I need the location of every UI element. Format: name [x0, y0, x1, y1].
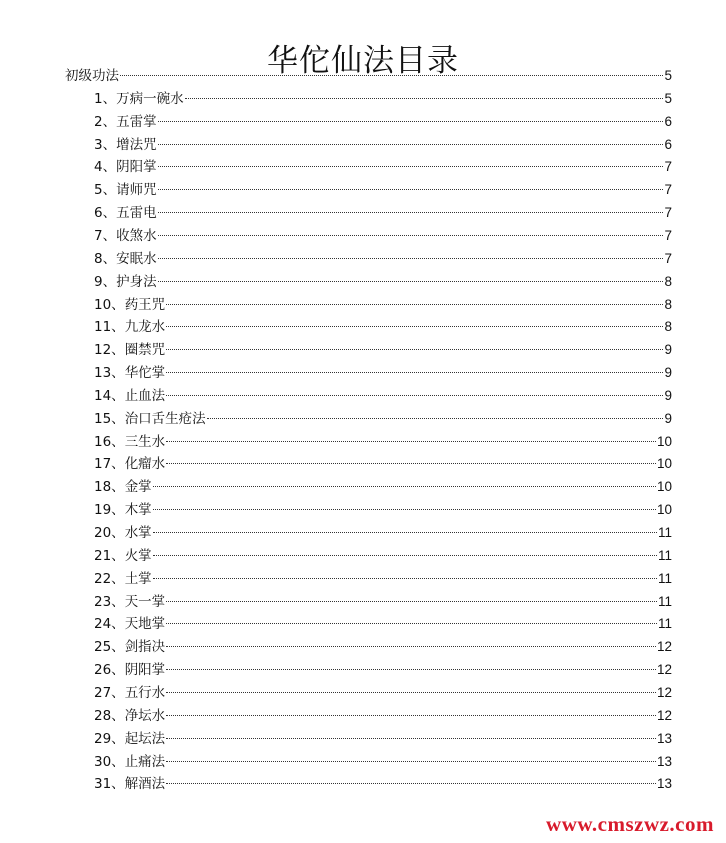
toc-entry[interactable]	[94, 682, 672, 704]
toc-entry-number: 17、	[94, 456, 125, 472]
toc-entry-page: 8	[664, 274, 672, 289]
toc-entry[interactable]	[94, 156, 672, 178]
toc-dot-leader	[153, 532, 657, 533]
toc-entry-number: 10、	[94, 297, 125, 313]
toc-entry[interactable]	[94, 248, 672, 270]
site-watermark: www.cmszwz.com	[546, 812, 714, 836]
toc-entry[interactable]	[94, 408, 672, 430]
toc-entry-page: 13	[656, 754, 672, 769]
toc-entry-label: 火掌	[124, 548, 152, 564]
toc-entry[interactable]	[94, 568, 672, 590]
toc-entry-page: 13	[656, 731, 672, 746]
toc-entry[interactable]	[94, 294, 672, 316]
toc-entry-page: 13	[656, 776, 672, 791]
toc-entry-label: 五雷电	[116, 205, 157, 221]
toc-entry[interactable]	[94, 225, 672, 247]
toc-dot-leader	[153, 486, 656, 487]
toc-entry-number: 5、	[94, 182, 117, 198]
page-title: 华佗仙法目录	[267, 42, 459, 79]
toc-entry-number: 21、	[94, 548, 125, 564]
toc-entry-number: 26、	[94, 662, 125, 678]
toc-dot-leader	[158, 166, 664, 167]
toc-dot-leader	[166, 463, 656, 464]
toc-entry-page: 7	[664, 205, 672, 220]
toc-entry[interactable]	[94, 476, 672, 498]
toc-entry-label: 安眠水	[116, 251, 157, 267]
toc-entry-number: 7、	[94, 228, 117, 244]
toc-dot-leader	[166, 372, 663, 373]
toc-dot-leader	[166, 395, 663, 396]
toc-entry-number: 31、	[94, 776, 125, 792]
toc-entry[interactable]	[94, 111, 672, 133]
toc-entry-number: 12、	[94, 342, 125, 358]
toc-entry[interactable]	[94, 385, 672, 407]
toc-entry[interactable]	[94, 316, 672, 338]
toc-entry-page: 11	[657, 548, 672, 563]
toc-entry-page: 7	[664, 228, 672, 243]
toc-entry-label: 起坛法	[124, 731, 166, 747]
toc-entry-number: 4、	[94, 159, 117, 175]
toc-entry[interactable]	[94, 453, 672, 475]
toc-entry[interactable]	[94, 339, 672, 361]
toc-entry[interactable]	[94, 431, 672, 453]
toc-entry-number: 3、	[94, 137, 117, 153]
toc-dot-leader	[166, 783, 656, 784]
toc-entry-page: 12	[656, 662, 672, 677]
toc-entry-number: 2、	[94, 114, 117, 130]
toc-entry-number: 23、	[94, 594, 125, 610]
toc-entry-number: 9、	[94, 274, 117, 290]
toc-entry-label: 阴阳掌	[116, 159, 157, 175]
toc-entry-label: 天地掌	[124, 616, 166, 632]
toc-entry-number: 14、	[94, 388, 125, 404]
toc-entry[interactable]	[94, 613, 672, 635]
toc-entry-label: 木掌	[124, 502, 152, 518]
toc-entry-page: 8	[664, 319, 672, 334]
toc-entry-label: 药王咒	[124, 297, 166, 313]
toc-entry-label: 五雷掌	[116, 114, 157, 130]
toc-entry-page: 7	[664, 251, 672, 266]
toc-entry-label: 天一掌	[124, 594, 166, 610]
toc-entry[interactable]	[94, 271, 672, 293]
toc-entry-page: 11	[657, 594, 672, 609]
toc-entry-page: 11	[657, 616, 672, 631]
toc-entry[interactable]	[94, 751, 672, 773]
toc-dot-leader	[158, 189, 664, 190]
toc-entry-number: 25、	[94, 639, 125, 655]
toc-dot-leader	[166, 715, 656, 716]
toc-dot-leader	[185, 98, 664, 99]
toc-dot-leader	[153, 509, 656, 510]
toc-entry-page: 6	[664, 137, 672, 152]
toc-dot-leader	[166, 761, 656, 762]
toc-entry-label: 金掌	[124, 479, 152, 495]
toc-entry-page: 10	[656, 456, 672, 471]
toc-entry-label: 阴阳掌	[124, 662, 166, 678]
toc-entry[interactable]	[94, 179, 672, 201]
toc-entry-number: 30、	[94, 754, 125, 770]
toc-entry-page: 9	[664, 388, 672, 403]
toc-entry-number: 20、	[94, 525, 125, 541]
toc-entry-page: 12	[656, 685, 672, 700]
toc-section-page: 5	[664, 68, 672, 83]
toc-entry-label: 治口舌生疮法	[124, 411, 206, 427]
toc-dot-leader	[166, 601, 657, 602]
toc-entry-label: 化瘤水	[124, 456, 166, 472]
toc-entry-number: 16、	[94, 434, 125, 450]
toc-entry-label: 水掌	[124, 525, 152, 541]
toc-entry-number: 22、	[94, 571, 125, 587]
toc-entry[interactable]	[94, 591, 672, 613]
toc-entry-number: 15、	[94, 411, 125, 427]
toc-entry[interactable]	[94, 545, 672, 567]
toc-entry-label: 五行水	[124, 685, 166, 701]
toc-dot-leader	[166, 326, 663, 327]
toc-entry-page: 9	[664, 365, 672, 380]
toc-entry-page: 9	[664, 342, 672, 357]
toc-dot-leader	[166, 441, 656, 442]
toc-entry[interactable]	[94, 88, 672, 110]
toc-entry-page: 9	[664, 411, 672, 426]
toc-entry-page: 7	[664, 159, 672, 174]
toc-entry-number: 6、	[94, 205, 117, 221]
toc-dot-leader	[153, 578, 657, 579]
toc-dot-leader	[207, 418, 664, 419]
toc-dot-leader	[166, 646, 656, 647]
toc-entry[interactable]	[94, 362, 672, 384]
toc-dot-leader	[166, 738, 656, 739]
toc-dot-leader	[166, 669, 656, 670]
toc-entry-label: 请师咒	[116, 182, 157, 198]
toc-entry-page: 10	[656, 479, 672, 494]
toc-dot-leader	[158, 258, 664, 259]
toc-entry-label: 万病一碗水	[116, 91, 184, 107]
toc-entry-number: 24、	[94, 616, 125, 632]
toc-entry-label: 剑指决	[124, 639, 166, 655]
toc-entry[interactable]	[94, 659, 672, 681]
toc-entry-label: 解酒法	[124, 776, 166, 792]
toc-entry-label: 九龙水	[124, 319, 166, 335]
toc-entry-page: 10	[656, 502, 672, 517]
toc-dot-leader	[166, 304, 663, 305]
toc-entry-page: 11	[657, 525, 672, 540]
toc-entry-page: 11	[657, 571, 672, 586]
toc-entry[interactable]	[94, 499, 672, 521]
toc-entry[interactable]	[94, 134, 672, 156]
toc-entry-number: 29、	[94, 731, 125, 747]
toc-entry-label: 护身法	[116, 274, 157, 290]
toc-entry-number: 11、	[94, 319, 125, 335]
toc-entry[interactable]	[94, 728, 672, 750]
toc-dot-leader	[158, 144, 664, 145]
toc-entry[interactable]	[94, 522, 672, 544]
toc-entry-page: 5	[664, 91, 672, 106]
toc-entry[interactable]	[94, 202, 672, 224]
toc-entry-label: 净坛水	[124, 708, 166, 724]
toc-entry-page: 12	[656, 708, 672, 723]
toc-dot-leader	[158, 212, 664, 213]
toc-entry-number: 19、	[94, 502, 125, 518]
toc-entry-label: 圈禁咒	[124, 342, 166, 358]
toc-entry-number: 13、	[94, 365, 125, 381]
toc-dot-leader	[158, 235, 664, 236]
toc-dot-leader	[158, 281, 664, 282]
toc-entry-label: 三生水	[124, 434, 166, 450]
toc-dot-leader	[166, 623, 657, 624]
toc-entry[interactable]	[94, 773, 672, 795]
toc-entry-label: 华佗掌	[124, 365, 166, 381]
toc-entry-page: 12	[656, 639, 672, 654]
toc-dot-leader	[120, 75, 663, 76]
toc-dot-leader	[166, 349, 663, 350]
toc-entry-label: 增法咒	[116, 137, 157, 153]
toc-section[interactable]	[65, 65, 672, 87]
toc-entry[interactable]	[94, 705, 672, 727]
toc-entry-page: 8	[664, 297, 672, 312]
toc-entry-label: 止痛法	[124, 754, 166, 770]
toc-entry[interactable]	[94, 636, 672, 658]
toc-dot-leader	[166, 692, 656, 693]
toc-entry-number: 27、	[94, 685, 125, 701]
toc-dot-leader	[153, 555, 657, 556]
toc-entry-label: 止血法	[124, 388, 166, 404]
toc-entry-number: 28、	[94, 708, 125, 724]
toc-entry-number: 1、	[94, 91, 117, 107]
toc-entry-page: 10	[656, 434, 672, 449]
toc-entry-number: 18、	[94, 479, 125, 495]
toc-entry-label: 收煞水	[116, 228, 157, 244]
toc-dot-leader	[158, 121, 664, 122]
toc-entry-number: 8、	[94, 251, 117, 267]
toc-entry-label: 土掌	[124, 571, 152, 587]
toc-section-label: 初级功法	[65, 68, 119, 84]
toc-entry-page: 6	[664, 114, 672, 129]
toc-entry-page: 7	[664, 182, 672, 197]
